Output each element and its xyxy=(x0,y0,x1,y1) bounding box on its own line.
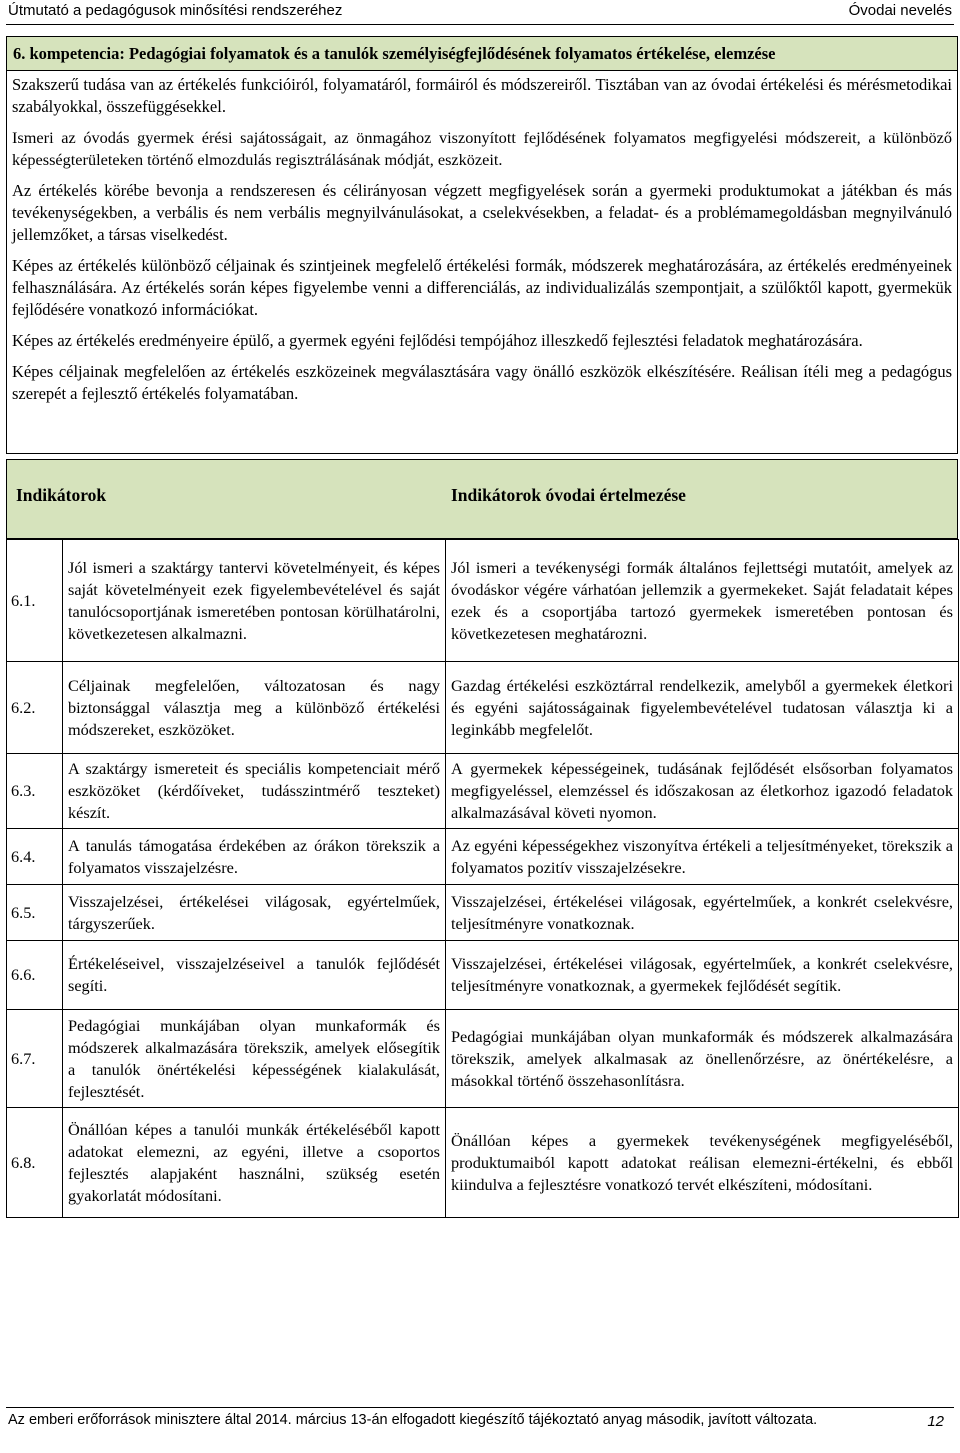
indicator-number: 6.7. xyxy=(7,1010,63,1108)
header-document-title: Útmutató a pedagógusok minősítési rendszeréhez xyxy=(8,2,343,19)
table-row xyxy=(7,1010,959,1108)
indicator-text: Visszajelzései, értékelései világosak, egyértelműek, tárgyszerűek. xyxy=(63,885,446,941)
table-row xyxy=(7,885,959,941)
indicator-text: Céljainak megfelelően, változatosan és nagy biztonsággal választja meg a különböző értékelési módszereket, eszközöket. xyxy=(63,662,446,754)
competence-paragraph: Az értékelés körébe bevonja a rendszeresen és célirányosan végzett megfigyelések során a gyermeki produktumokat a játékban és más tevékenységekben, a verbális és nem verbális megnyilvánulásokat, a cselekvésekben, a feladat- és a problémamegoldásban megnyilvánuló jellemzőket, a társas viselkedést. xyxy=(12,181,952,244)
indicator-text: A tanulás támogatása érdekében az órákon törekszik a folyamatos visszajelzésre. xyxy=(63,829,446,885)
competence-title: 6. kompetencia: Pedagógiai folyamatok és a tanulók személyiségfejlődésének folyamatos értékelése, elemzése xyxy=(7,37,957,71)
page-footer xyxy=(6,1407,954,1431)
table-row xyxy=(7,1108,959,1218)
indicator-interpretation: Önállóan képes a gyermekek tevékenységének megfigyeléséből, produktumaiból kapott adatokat reálisan elemezni-értékelni, és ebből kiindulva a fejlesztésre vonatkozó tervét elkészíteni, módosítani. xyxy=(446,1108,959,1218)
indicator-interpretation: Az egyéni képességekhez viszonyítva értékeli a teljesítményeket, törekszik a folyamatos pozitív visszajelzésekre. xyxy=(446,829,959,885)
indicator-number: 6.2. xyxy=(7,662,63,754)
indicator-number: 6.1. xyxy=(7,540,63,662)
competence-paragraph: Ismeri az óvodás gyermek érési sajátosságait, az önmagához viszonyított fejlődésének folyamatos megfigyelési módszereit, a különböző képességterületeken történő elmozdulás regisztrálásának módját, eszközeit. xyxy=(12,128,952,169)
competence-box xyxy=(6,36,958,454)
page-number: 12 xyxy=(927,1413,944,1430)
indicator-interpretation: A gyermekek képességeinek, tudásának fejlődését elsősorban folyamatos megfigyeléssel, elemzéssel és időszakosan az életkorhoz igazodó feladatok alkalmazásával követi nyomon. xyxy=(446,754,959,829)
indicator-interpretation: Gazdag értékelési eszköztárral rendelkezik, amelyből a gyermekek életkori és egyéni sajátosságainak figyelembevételével tudatosan választja ki a leginkább megfelelőt. xyxy=(446,662,959,754)
competence-paragraph: Képes céljainak megfelelően az értékelés eszközeinek megválasztására vagy önálló eszközök elkészítésére. Reálisan ítéli meg a pedagógus szerepét a fejlesztő értékelés folyamatában. xyxy=(12,362,952,403)
table-row xyxy=(7,829,959,885)
page-header xyxy=(6,0,954,25)
indicator-number: 6.5. xyxy=(7,885,63,941)
indicator-number: 6.4. xyxy=(7,829,63,885)
table-row xyxy=(7,941,959,1010)
competence-paragraph: Képes az értékelés különböző céljainak és szintjeinek megfelelő értékelési formák, módszerek meghatározására, az értékelés eredményeinek felhasználására. Az értékelés során képes figyelembe venni a differenciálás, az individualizálás szempontjait, a szülőktől kapott, gyermekük fejlődésére vonatkozó információkat. xyxy=(12,256,952,319)
indicators-table xyxy=(6,539,959,1218)
indicator-text: Jól ismeri a szaktárgy tantervi követelményeit, és képes saját követelményeit ezek figyelembevételével és saját tanulócsoportjának ismeretében pontosan körülhatárolni, következetesen alkalmazni. xyxy=(63,540,446,662)
indicators-header xyxy=(6,459,958,539)
competence-paragraph: Képes az értékelés eredményeire épülő, a gyermek egyéni fejlődési tempójához illeszkedő fejlesztési feladatok meghatározására. xyxy=(12,331,863,350)
table-row xyxy=(7,540,959,662)
footer-text: Az emberi erőforrások minisztere által 2014. március 13-án elfogadott kiegészítő tájékoztató anyag második, javított változata. xyxy=(8,1412,818,1428)
indicator-interpretation: Pedagógiai munkájában olyan munkaformák és módszerek alkalmazására törekszik, amelyek alkalmasak az önellenőrzésre, az önértékelésre, a másokkal történő összehasonlításra. xyxy=(446,1010,959,1108)
indicator-text: Önállóan képes a tanulói munkák értékeléséből kapott adatokat elemezni, az egyéni, illetve a csoportos fejlesztés alapjaként használni, szükség esetén gyakorlatát módosítani. xyxy=(63,1108,446,1218)
indicator-text: Pedagógiai munkájában olyan munkaformák és módszerek alkalmazására törekszik, amelyek elősegítik a tanulók önértékelési képességének kialakulását, fejlesztését. xyxy=(63,1010,446,1108)
competence-description xyxy=(7,71,957,405)
table-row xyxy=(7,754,959,829)
header-section-title: Óvodai nevelés xyxy=(848,2,952,19)
indicator-number: 6.6. xyxy=(7,941,63,1010)
indicators-interpretation-heading: Indikátorok óvodai értelmezése xyxy=(451,485,686,505)
indicator-number: 6.3. xyxy=(7,754,63,829)
indicator-text: Értékeléseivel, visszajelzéseivel a tanulók fejlődését segíti. xyxy=(63,941,446,1010)
indicator-interpretation: Visszajelzései, értékelései világosak, egyértelműek, a konkrét cselekvésre, teljesítményre vonatkoznak. xyxy=(446,885,959,941)
indicators-heading: Indikátorok xyxy=(16,485,107,505)
indicator-interpretation: Visszajelzései, értékelései világosak, egyértelműek, a konkrét cselekvésre, teljesítményre vonatkoznak, a gyermekek fejlődését segítik. xyxy=(446,941,959,1010)
indicator-interpretation: Jól ismeri a tevékenységi formák általános fejlettségi mutatóit, amelyek az óvodáskor végére várhatóan jellemzik a gyermekeket. Saját feladatait képes ezek és a csoportjába tartozó gyermekek ismeretében pontosan és következetesen meghatározni. xyxy=(446,540,959,662)
table-row xyxy=(7,662,959,754)
indicator-text: A szaktárgy ismereteit és speciális kompetenciait mérő eszközöket (kérdőíveket, tudásszintmérő teszteket) készít. xyxy=(63,754,446,829)
competence-paragraph: Szakszerű tudása van az értékelés funkcióiról, folyamatáról, formáiról és módszereiről. Tisztában van az óvodai értékelési és mérésmetodikai szabályokkal, összefüggésekkel. xyxy=(12,75,952,116)
indicator-number: 6.8. xyxy=(7,1108,63,1218)
